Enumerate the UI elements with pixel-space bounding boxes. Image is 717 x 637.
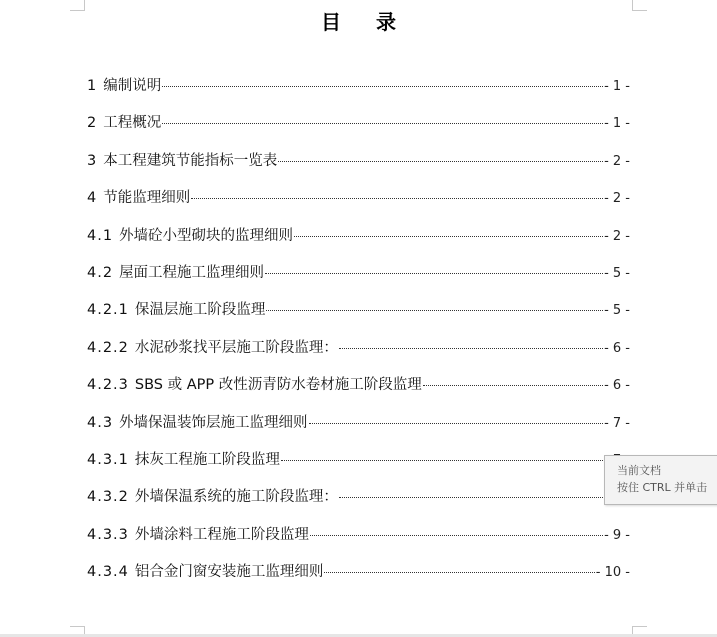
toc-dot-leader (191, 198, 603, 199)
toc-page-number: - 1 - (604, 79, 630, 94)
toc-page-number: - 9 - (604, 527, 630, 543)
toc-page-number: - 2 - (604, 191, 630, 207)
toc-page-number: - 1 - (604, 116, 630, 132)
toc-entry-number: 4.3.4 (87, 564, 129, 581)
toc-entry[interactable] (87, 336, 630, 373)
toc-entry-number: 1 (87, 78, 98, 94)
toc-dot-leader (310, 535, 603, 536)
toc-entry[interactable] (87, 224, 630, 261)
toc-page-number: - 5 - (604, 265, 630, 281)
toc-entry-title: 水泥砂浆找平层施工阶段监理： (134, 339, 338, 356)
toc-entry-title: 工程概况 (103, 115, 162, 132)
toc-entry[interactable] (87, 448, 630, 485)
toc-entry-title: 节能监理细则 (103, 190, 191, 207)
toc-entry-number: 4 (87, 190, 98, 207)
toc-page-number: - 7 - (604, 415, 630, 431)
table-of-contents (87, 74, 630, 597)
toc-entry[interactable] (87, 149, 630, 186)
tooltip-line-1: 当前文档 (617, 464, 661, 477)
toc-page-number: - 10 - (595, 565, 630, 581)
toc-entry-number: 4.3.1 (87, 451, 129, 468)
toc-entry-number: 4.2.3 (87, 377, 129, 394)
toc-entry[interactable] (87, 523, 630, 560)
toc-entry-number: 4.3 (87, 414, 114, 431)
hyperlink-tooltip (604, 455, 717, 505)
toc-dot-leader (294, 236, 603, 237)
toc-dot-leader (281, 460, 603, 461)
toc-entry[interactable] (87, 298, 630, 335)
toc-entry[interactable] (87, 261, 630, 298)
toc-dot-leader (339, 497, 603, 498)
toc-entry-title: 外墙涂料工程施工阶段监理 (134, 526, 309, 543)
toc-dot-leader (324, 572, 594, 573)
toc-entry-title: 铝合金门窗安装施工监理细则 (134, 564, 324, 581)
toc-entry-title: 外墙保温装饰层施工监理细则 (119, 414, 308, 431)
toc-entry-title: 抹灰工程施工阶段监理 (134, 451, 280, 468)
toc-entry-title: 外墙砼小型砌块的监理细则 (119, 227, 294, 244)
toc-entry-number: 4.1 (87, 227, 114, 244)
toc-entry-title: 编制说明 (103, 78, 162, 94)
toc-entry-title: 外墙保温系统的施工阶段监理： (134, 489, 338, 506)
toc-entry-number: 2 (87, 115, 98, 132)
toc-entry-title: 屋面工程施工监理细则 (119, 264, 265, 281)
toc-page-number: - 6 - (604, 378, 630, 394)
toc-page-number: - 5 - (604, 303, 630, 319)
tooltip-line-2: 按住 CTRL 并单击 (617, 481, 708, 494)
toc-entry-number: 4.3.2 (87, 489, 129, 506)
toc-dot-leader (265, 273, 603, 274)
toc-entry-number: 3 (87, 152, 98, 169)
toc-entry-number: 4.2.1 (87, 302, 129, 319)
toc-dot-leader (162, 86, 603, 87)
toc-dot-leader (423, 385, 603, 386)
toc-entry[interactable] (87, 411, 630, 448)
toc-heading: 目 录 (321, 10, 410, 34)
toc-page-number: - 6 - (604, 340, 630, 356)
toc-dot-leader (278, 161, 603, 162)
toc-entry-title: SBS 或 APP 改性沥青防水卷材施工阶段监理 (134, 377, 422, 394)
toc-entry[interactable] (87, 373, 630, 410)
toc-entry-title: 本工程建筑节能指标一览表 (103, 152, 278, 169)
toc-entry[interactable] (87, 560, 630, 597)
toc-entry-number: 4.2 (87, 264, 114, 281)
toc-dot-leader (309, 423, 604, 424)
toc-entry-number: 4.2.2 (87, 339, 129, 356)
toc-page-number: - 2 - (604, 228, 630, 244)
toc-dot-leader (266, 310, 603, 311)
toc-entry-title: 保温层施工阶段监理 (134, 302, 266, 319)
toc-dot-leader (162, 123, 603, 124)
toc-entry-number: 4.3.3 (87, 526, 129, 543)
toc-dot-leader (339, 348, 603, 349)
toc-page-number: - 2 - (604, 153, 630, 169)
toc-entry[interactable] (87, 111, 630, 148)
toc-entry[interactable] (87, 485, 630, 522)
toc-entry[interactable] (87, 74, 630, 111)
toc-entry[interactable] (87, 186, 630, 223)
